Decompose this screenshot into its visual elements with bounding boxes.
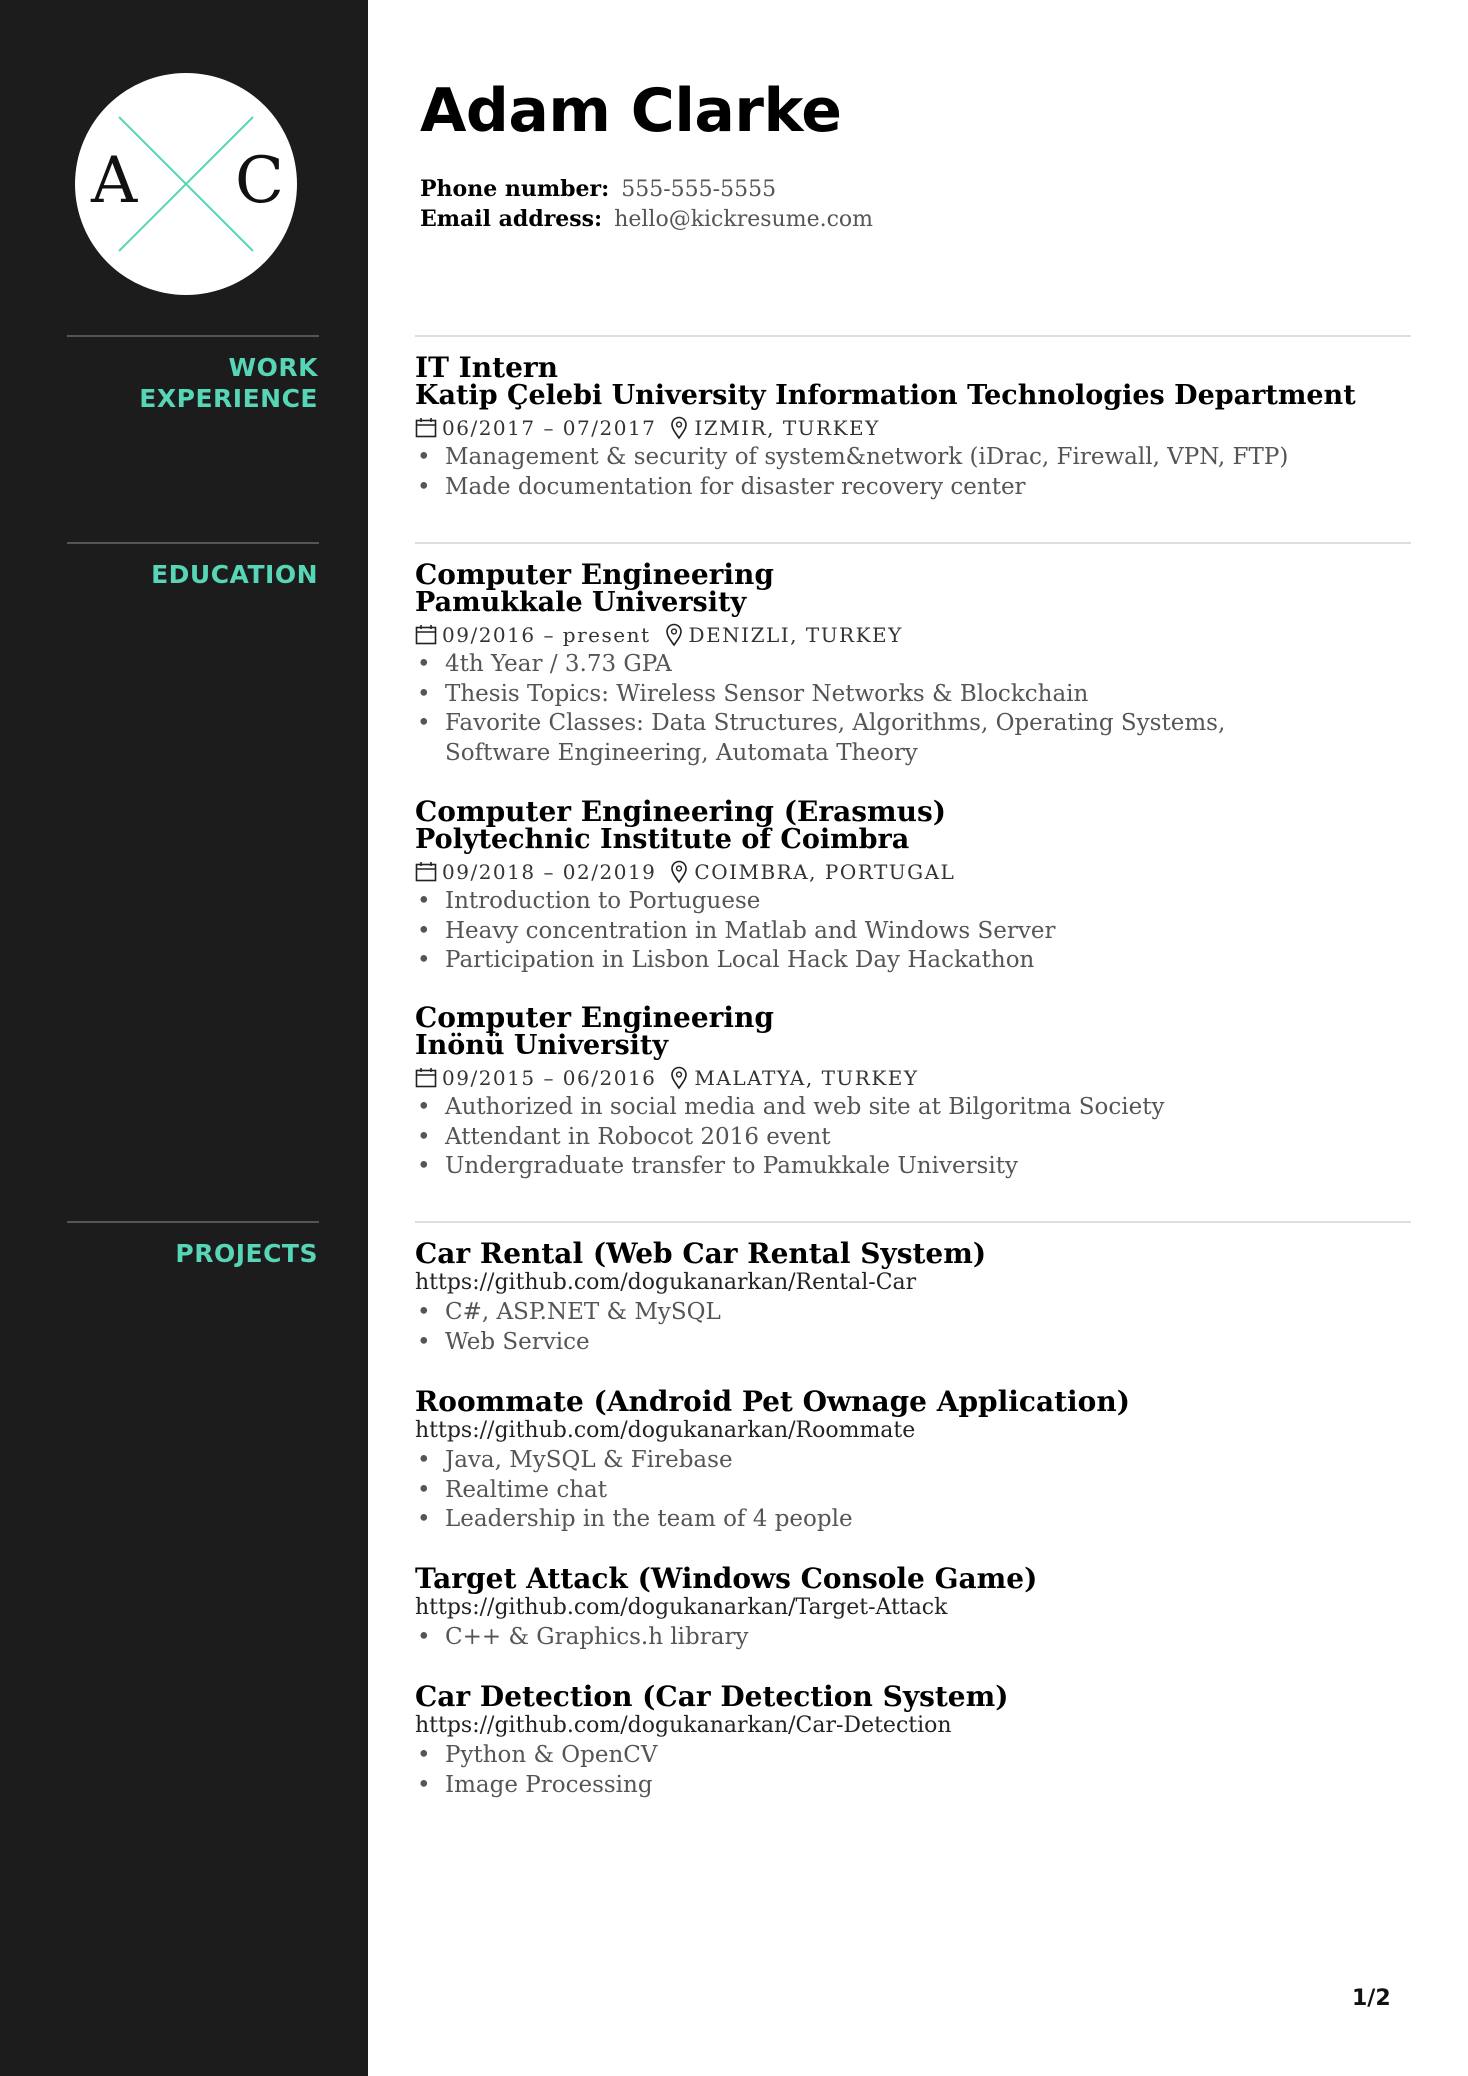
bullet-item: • Java, MySQL & Firebase (415, 1446, 1405, 1476)
project-title: Car Rental (Web Car Rental System) (415, 1237, 987, 1270)
bullet-list (415, 1623, 1405, 1653)
section-divider (415, 542, 1411, 544)
bullet-list (415, 887, 1405, 976)
bullet-item: • Heavy concentration in Matlab and Windows Server (415, 917, 1405, 947)
entry-meta (415, 621, 1405, 649)
degree-title: Computer Engineering (Erasmus) (415, 795, 946, 828)
entry-meta (415, 1064, 1405, 1092)
project-title: Roommate (Android Pet Ownage Application) (415, 1385, 1130, 1418)
phone-line (420, 174, 776, 205)
bullet-list (415, 1741, 1405, 1800)
email-value[interactable]: hello@kickresume.com (614, 207, 874, 232)
project-entry (415, 1237, 1405, 1357)
bullet-item: • Favorite Classes: Data Structures, Algorithms, Operating Systems, Software Engineering, Automata Theory (415, 709, 1315, 768)
degree-title: Computer Engineering (415, 1001, 774, 1034)
sidebar-divider (67, 1221, 319, 1223)
education-entry (415, 558, 1405, 768)
sidebar-divider (67, 335, 319, 337)
project-link[interactable]: https://github.com/dogukanarkan/Target-Attack (415, 1595, 948, 1620)
project-title: Car Detection (Car Detection System) (415, 1680, 1009, 1713)
entry-date: 09/2015 – 06/2016 (442, 1066, 657, 1090)
location-pin-icon (670, 860, 688, 884)
phone-label: Phone number: (420, 176, 610, 202)
project-title: Target Attack (Windows Console Game) (415, 1562, 1038, 1595)
monogram-avatar (75, 73, 297, 295)
bullet-list (415, 1298, 1405, 1357)
bullet-item: • Authorized in social media and web site at Bilgoritma Society (415, 1093, 1405, 1123)
location-pin-icon (665, 623, 683, 647)
email-label: Email address: (420, 206, 603, 232)
bullet-item: • Python & OpenCV (415, 1741, 1405, 1771)
calendar-icon (415, 417, 437, 439)
entry-location: MALATYA, TURKEY (694, 1066, 919, 1090)
bullet-item: • Web Service (415, 1328, 1405, 1358)
entry-date: 09/2018 – 02/2019 (442, 860, 657, 884)
bullet-item: • Management & security of system&network (iDrac, Firewall, VPN, FTP) (415, 443, 1405, 473)
location-pin-icon (670, 1066, 688, 1090)
entry-meta (415, 858, 1405, 886)
section-label-education: EDUCATION (151, 560, 318, 589)
calendar-icon (415, 1067, 437, 1089)
section-label-work-experience: WORK EXPERIENCE (139, 353, 318, 413)
section-label-projects: PROJECTS (175, 1239, 318, 1268)
calendar-icon (415, 861, 437, 883)
project-link[interactable]: https://github.com/dogukanarkan/Car-Detection (415, 1713, 952, 1738)
monogram-last-initial: C (235, 144, 284, 218)
location-pin-icon (670, 416, 688, 440)
entry-location: COIMBRA, PORTUGAL (694, 860, 956, 884)
bullet-list (415, 1093, 1405, 1182)
project-entry (415, 1562, 1405, 1653)
employer: Katip Çelebi University Information Technologies Department (415, 380, 1356, 411)
bullet-list (415, 443, 1405, 502)
project-link[interactable]: https://github.com/dogukanarkan/Roommate (415, 1418, 916, 1443)
candidate-name: Adam Clarke (420, 76, 842, 146)
bullet-item: • Realtime chat (415, 1476, 1405, 1506)
institution: Polytechnic Institute of Coimbra (415, 824, 910, 855)
degree-title: Computer Engineering (415, 558, 774, 591)
bullet-item: • Introduction to Portuguese (415, 887, 1405, 917)
calendar-icon (415, 624, 437, 646)
phone-value[interactable]: 555-555-5555 (621, 177, 777, 202)
bullet-item: • Image Processing (415, 1771, 1405, 1801)
bullet-list (415, 650, 1405, 768)
institution: Pamukkale University (415, 587, 747, 618)
project-entry (415, 1385, 1405, 1535)
entry-date: 09/2016 – present (442, 623, 651, 647)
project-link[interactable]: https://github.com/dogukanarkan/Rental-Car (415, 1270, 917, 1295)
sidebar (0, 0, 368, 2076)
bullet-item: • C++ & Graphics.h library (415, 1623, 1405, 1653)
bullet-item: • Undergraduate transfer to Pamukkale University (415, 1152, 1405, 1182)
institution: Inönü University (415, 1030, 669, 1061)
email-line (420, 204, 873, 235)
work-entry (415, 351, 1405, 502)
education-entry (415, 1001, 1405, 1182)
bullet-item: • C#, ASP.NET & MySQL (415, 1298, 1405, 1328)
education-entry (415, 795, 1405, 976)
bullet-item: • 4th Year / 3.73 GPA (415, 650, 1405, 680)
entry-meta (415, 414, 1405, 442)
entry-location: DENIZLI, TURKEY (688, 623, 903, 647)
project-entry (415, 1680, 1405, 1800)
bullet-item: • Participation in Lisbon Local Hack Day Hackathon (415, 946, 1405, 976)
bullet-item: • Made documentation for disaster recovery center (415, 473, 1405, 503)
monogram-first-initial: A (91, 144, 138, 218)
entry-location: IZMIR, TURKEY (694, 416, 880, 440)
bullet-list (415, 1446, 1405, 1535)
bullet-item: • Thesis Topics: Wireless Sensor Networks & Blockchain (415, 680, 1405, 710)
job-title: IT Intern (415, 351, 558, 384)
bullet-item: • Attendant in Robocot 2016 event (415, 1123, 1405, 1153)
page-number: 1/2 (1352, 1986, 1391, 2011)
section-divider (415, 335, 1411, 337)
section-divider (415, 1221, 1411, 1223)
sidebar-divider (67, 542, 319, 544)
bullet-item: • Leadership in the team of 4 people (415, 1505, 1405, 1535)
entry-date: 06/2017 – 07/2017 (442, 416, 657, 440)
